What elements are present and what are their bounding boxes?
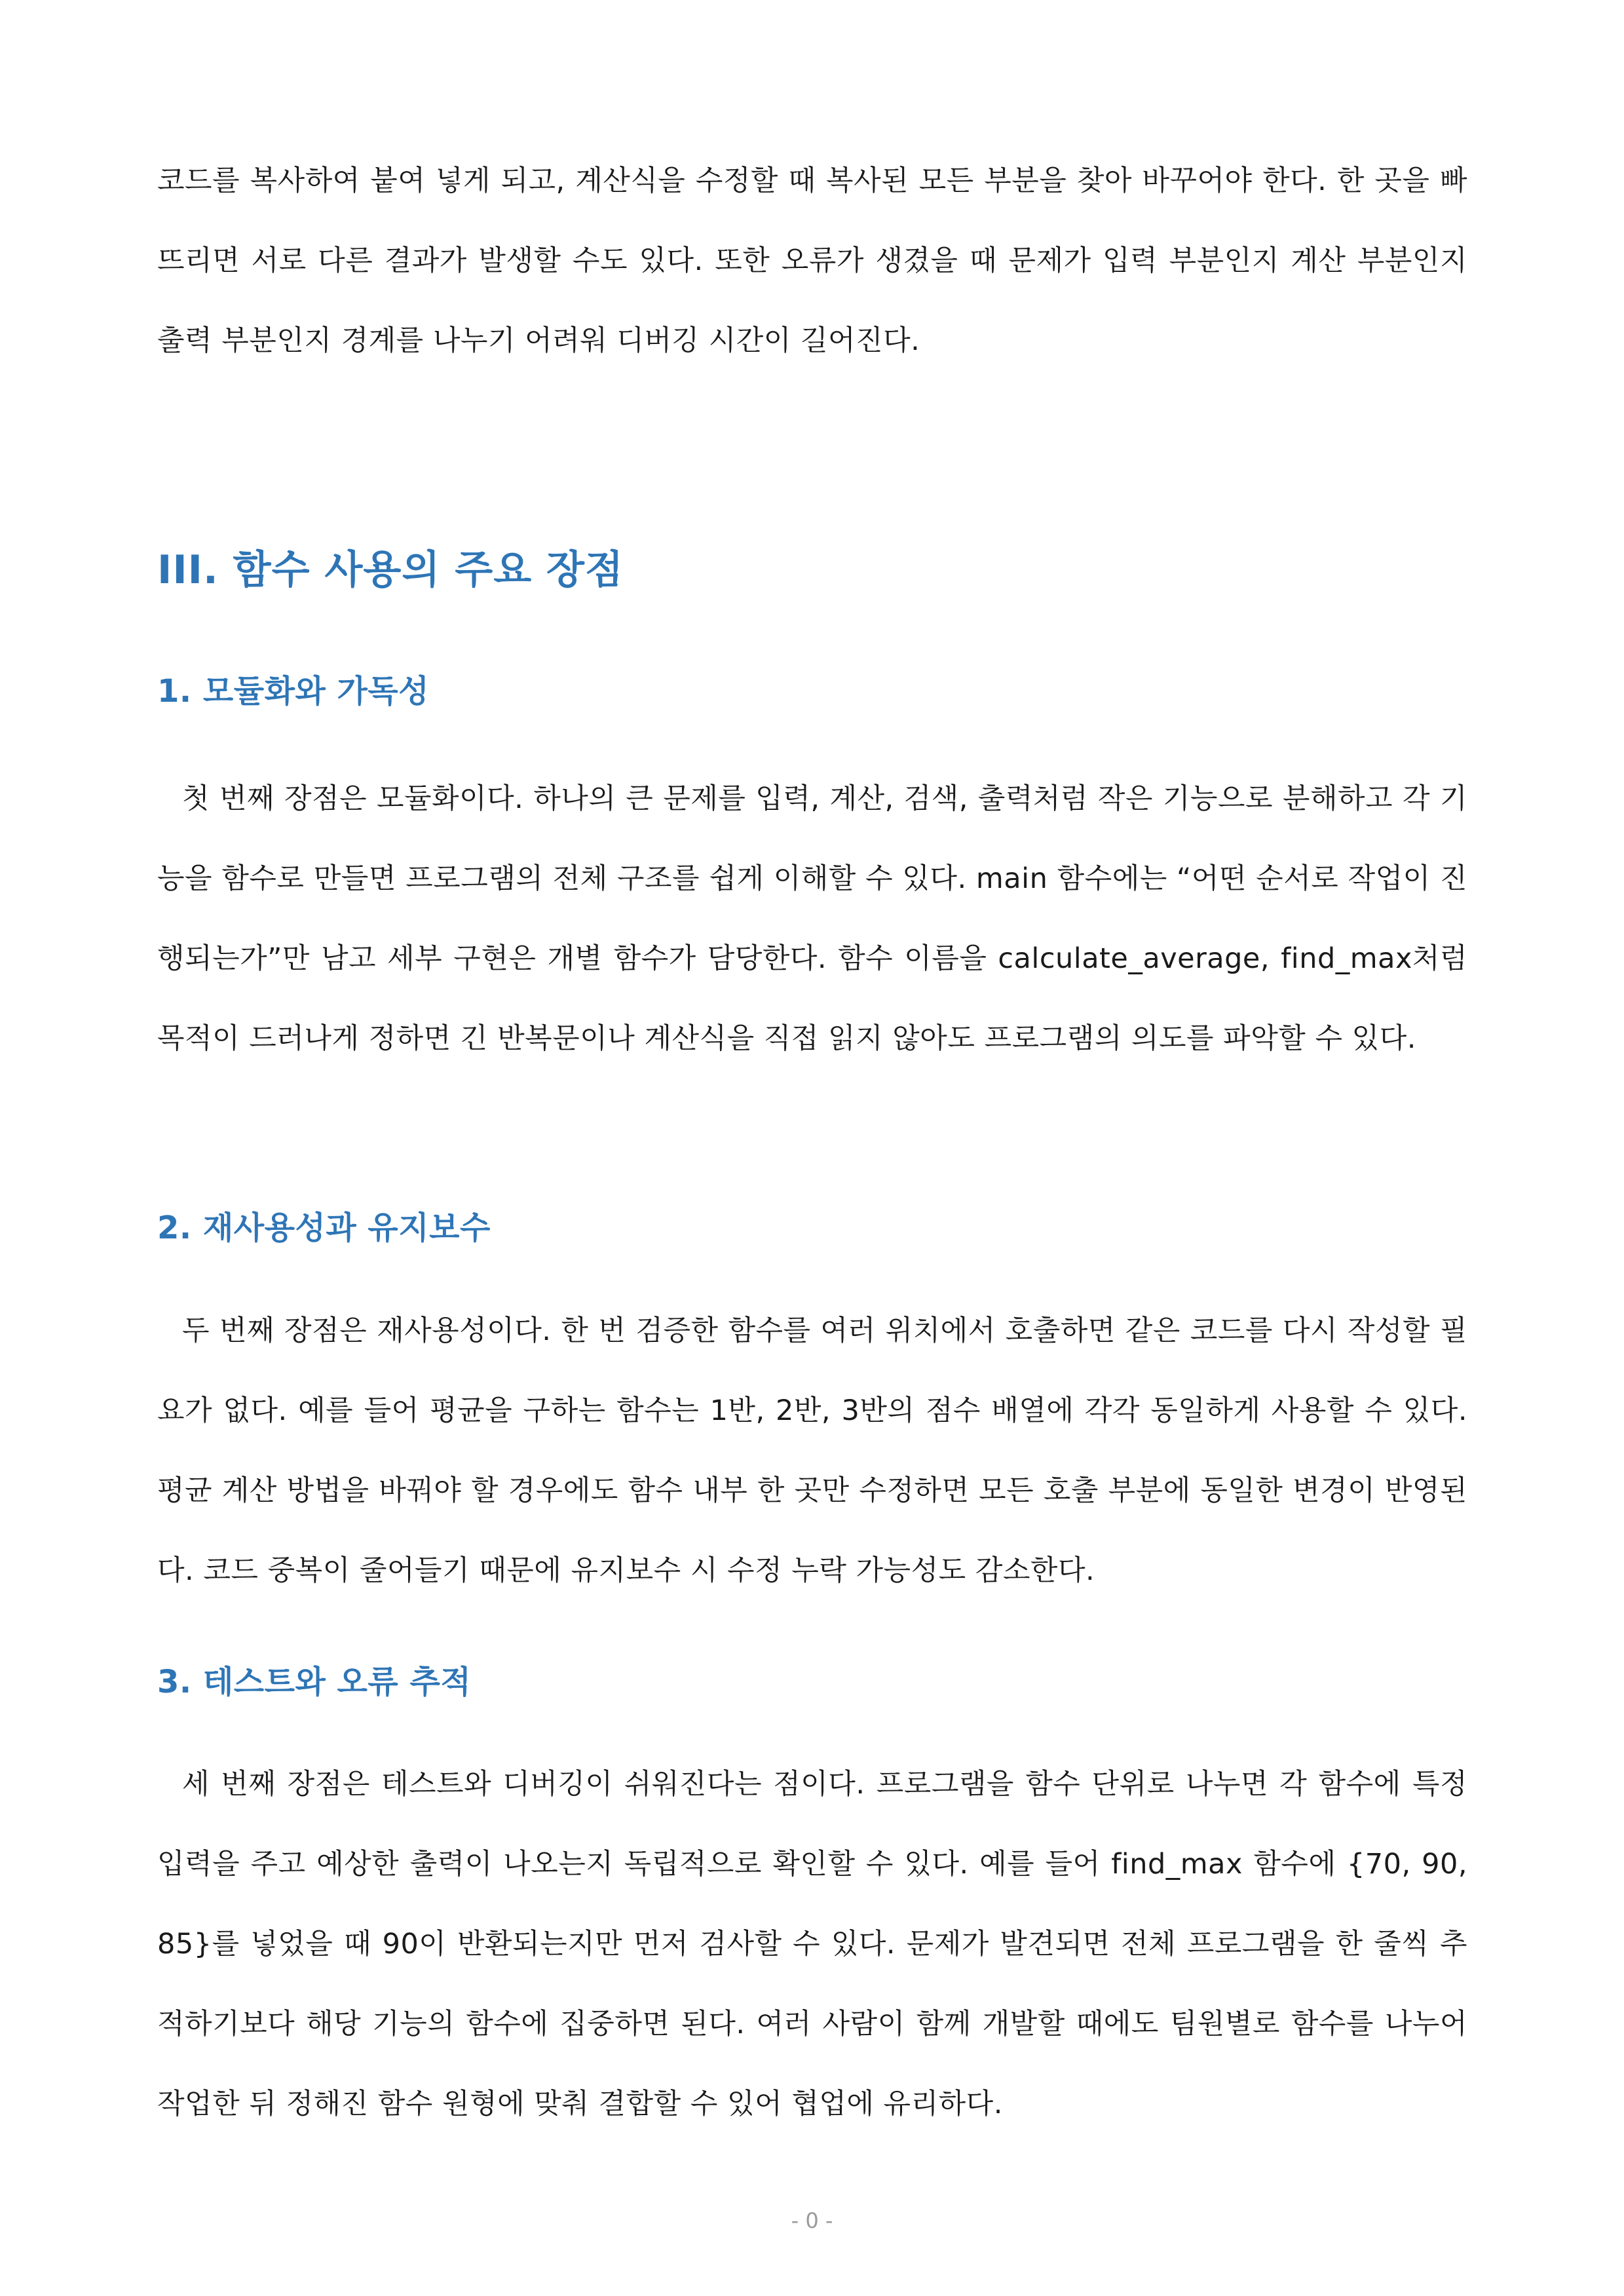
subsection-paragraph-3: 세 번째 장점은 테스트와 디버깅이 쉬워진다는 점이다. 프로그램을 함수 단위로 나누면 각 함수에 특정 입력을 주고 예상한 출력이 나오는지 독립적으로 확인할 수 있다. 예를 들어 find_max 함수에 {70, 90, 85}를 넣었을 때 90이 반환되는지만 먼저 검사할 수 있다. 문제가 발견되면 전체 프로그램을 한 줄씩 추적하기보다 해당 기능의 함수에 집중하면 된다. 여러 사람이 함께 개발할 때에도 팀원별로 함수를 나누어 작업한 뒤 정해진 함수 원형에 맞춰 결합할 수 있어 협업에 유리하다. — [157, 1768, 1467, 2120]
subsection-paragraph-1: 첫 번째 장점은 모듈화이다. 하나의 큰 문제를 입력, 계산, 검색, 출력처럼 작은 기능으로 분해하고 각 기능을 함수로 만들면 프로그램의 전체 구조를 쉽게 이해할 수 있다. main 함수에는 “어떤 순서로 작업이 진행되는가”만 남고 세부 구현은 개별 함수가 담당한다. 함수 이름을 calculate_average, find_max처럼 목적이 드러나게 정하면 긴 반복문이나 계산식을 직접 읽지 않아도 프로그램의 의도를 파악할 수 있다. — [157, 782, 1467, 1055]
subsection-paragraph-2: 두 번째 장점은 재사용성이다. 한 번 검증한 함수를 여러 위치에서 호출하면 같은 코드를 다시 작성할 필요가 없다. 예를 들어 평균을 구하는 함수는 1반, 2반, 3반의 점수 배열에 각각 동일하게 사용할 수 있다. 평균 계산 방법을 바꿔야 할 경우에도 함수 내부 한 곳만 수정하면 모든 호출 부분에 동일한 변경이 반영된다. 코드 중복이 줄어들기 때문에 유지보수 시 수정 누락 가능성도 감소한다. — [157, 1314, 1467, 1587]
section-title: III. 함수 사용의 주요 장점 — [157, 547, 624, 593]
page-number: - 0 - — [791, 2208, 833, 2233]
intro-paragraph: 코드를 복사하여 붙여 넣게 되고, 계산식을 수정할 때 복사된 모든 부분을 찾아 바꾸어야 한다. 한 곳을 빠뜨리면 서로 다른 결과가 발생할 수도 있다. 또한 오류가 생겼을 때 문제가 입력 부분인지 계산 부분인지 출력 부분인지 경계를 나누기 어려워 디버깅 시간이 길어진다. — [157, 164, 1467, 357]
subsection-heading-2: 2. 재사용성과 유지보수 — [157, 1210, 491, 1246]
subsection-heading-3: 3. 테스트와 오류 추적 — [157, 1664, 472, 1700]
subsection-heading-1: 1. 모듈화와 가독성 — [157, 673, 430, 710]
